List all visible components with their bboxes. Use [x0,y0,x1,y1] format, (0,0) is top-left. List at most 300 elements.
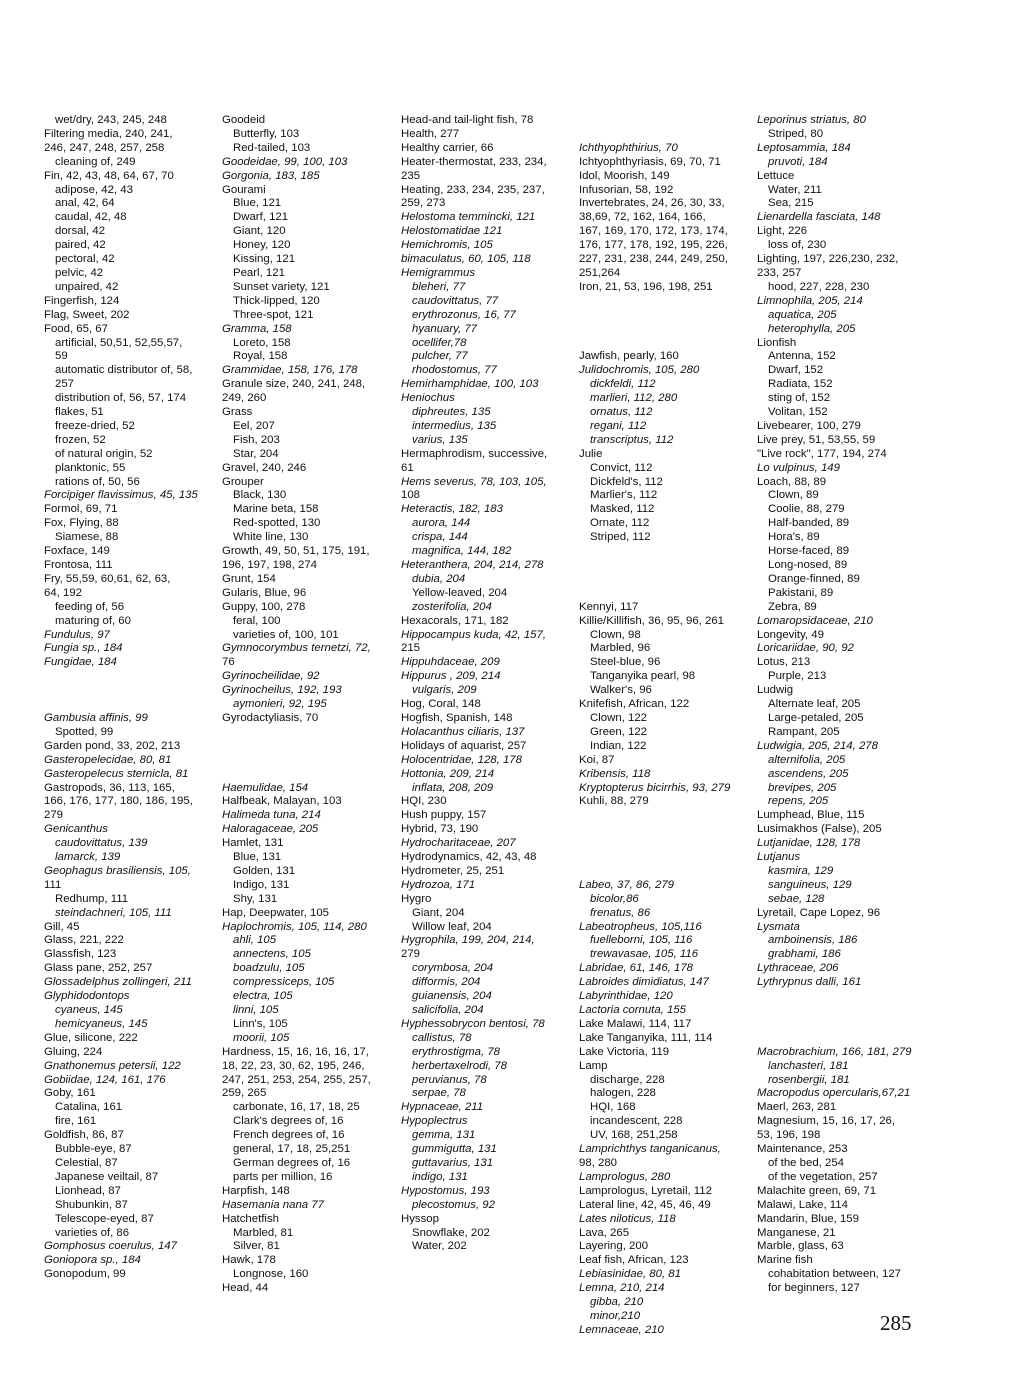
index-entry: Walker's, 96 [590,684,652,697]
index-entry: boadzulu, 105 [233,962,305,975]
index-entry: Loach, 88, 89 [757,475,827,488]
index-entry: intermedius, 135 [412,419,497,432]
index-entry: aurora, 144 [412,517,471,530]
index-entry: linni, 105 [233,1004,279,1016]
index-entry: of the bed, 254 [768,1156,845,1169]
index-entry: Dwarf, 152 [768,364,824,377]
index-entry: 259, 265 [222,1087,267,1100]
index-entry: Fundulus, 97 [44,628,110,641]
index-entry: zosterifolia, 204 [412,600,492,613]
index-entry: German degrees of, 16 [233,1156,351,1169]
index-entry: erythrostigma, 78 [412,1045,500,1058]
index-entry: Haplochromis, 105, 114, 280 [222,920,367,933]
index-entry: Yellow-leaved, 204 [412,586,508,599]
index-entry: Garden pond, 33, 202, 213 [44,739,181,752]
index-entry: hood, 227, 228, 230 [768,280,870,293]
index-entry: regani, 112 [590,419,647,432]
index-spacer [579,587,751,601]
index-entry: heterophylla, 205 [768,322,856,335]
index-entry: Julie [579,447,603,460]
index-entry: erythrozonus, 16, 77 [412,308,516,321]
index-entry: of natural origin, 52 [55,447,153,460]
index-entry: guianensis, 204 [412,990,492,1003]
index-entry: of the vegetation, 257 [768,1170,878,1183]
index-entry: Goodeid [222,114,266,126]
index-entry: Lava, 265 [579,1226,630,1239]
index-entry: Gourami [222,183,266,196]
index-entry: Hygrophila, 199, 204, 214, [401,934,535,947]
index-entry: Lake Victoria, 119 [579,1045,670,1058]
index-entry: Lutjanidae, 128, 178 [757,837,861,850]
index-entry: Fingerfish, 124 [44,294,120,307]
index-entry: Alternate leaf, 205 [768,698,861,711]
index-entry: Layering, 200 [579,1240,649,1253]
index-entry: Light, 226 [757,225,808,238]
index-entry: pectoral, 42 [55,253,115,266]
index-entry: Three-spot, 121 [233,308,314,321]
index-entry: Foxface, 149 [44,545,110,558]
index-spacer [579,559,751,573]
index-entry: Ornate, 112 [590,517,650,530]
index-entry: amboinensis, 186 [768,934,858,947]
index-entry: Large-petaled, 205 [768,711,864,724]
index-entry: Giant, 204 [412,906,465,919]
index-entry: Malawi, Lake, 114 [757,1198,848,1211]
index-entry: Filtering media, 240, 241, [44,127,173,140]
index-entry: Health, 277 [401,127,460,140]
index-entry: "Live rock", 177, 194, 274 [757,447,887,460]
index-entry: moorii, 105 [233,1031,290,1044]
index-entry: Macropodus opercularis,67,21 [757,1087,911,1100]
index-entry: Catalina, 161 [55,1101,123,1114]
index-entry: Lysmata [757,920,800,933]
index-entry: Hydrozoa, 171 [401,878,476,891]
index-entry: Long-nosed, 89 [768,559,848,571]
index-entry: Manganese, 21 [757,1226,836,1239]
index-entry: electra, 105 [233,990,293,1003]
index-entry: diphreutes, 135 [412,406,491,419]
index-entry: discharge, 228 [590,1073,665,1086]
index-entry: Purple, 213 [768,670,827,683]
index-entry: Red-spotted, 130 [233,517,321,530]
index-entry: Food, 65, 67 [44,322,108,335]
index-entry: 166, 176, 177, 180, 186, 195, [44,795,193,808]
index-entry: Geophagus brasiliensis, 105, [44,864,191,877]
index-column-5 [757,114,929,1296]
index-entry: Loricariidae, 90, 92 [757,642,854,655]
index-entry: Shubunkin, 87 [55,1198,128,1211]
index-entry: Flag, Sweet, 202 [44,308,130,321]
index-entry: Labeo, 37, 86, 279 [579,878,675,891]
index-entry: 38,69, 72, 162, 164, 166, [579,211,706,224]
index-entry: Limnophila, 205, 214 [757,294,863,307]
index-entry: Radiata, 152 [768,378,833,391]
index-spacer [579,851,751,865]
index-entry: Gambusia affinis, 99 [44,711,148,724]
index-entry: Gomphosus coerulus, 147 [44,1240,177,1253]
index-entry: Hypostomus, 193 [401,1184,490,1197]
index-entry: Water, 211 [768,183,822,196]
index-entry: Kissing, 121 [233,253,296,266]
index-entry: aymonieri, 92, 195 [233,698,327,711]
index-entry: Hydrodynamics, 42, 43, 48 [401,851,537,864]
index-entry: 196, 197, 198, 274 [222,559,318,571]
index-entry: 61 [401,461,414,474]
index-entry: Fry, 55,59, 60,61, 62, 63, [44,572,171,585]
index-entry: adipose, 42, 43 [55,183,133,196]
index-entry: Coolie, 88, 279 [768,503,845,516]
index-entry: hemicyaneus, 145 [55,1017,148,1030]
index-entry: Lythraceae, 206 [757,962,839,975]
index-entry: Celestial, 87 [55,1156,118,1169]
index-entry: Holacanthus ciliaris, 137 [401,725,525,738]
index-entry: aquatica, 205 [768,308,837,321]
index-entry: Lateral line, 42, 45, 46, 49 [579,1198,711,1211]
index-entry: Gorgonia, 183, 185 [222,169,320,182]
index-entry: Spotted, 99 [55,725,114,738]
index-entry: compressiceps, 105 [233,976,335,989]
index-spacer [579,837,751,851]
index-entry: caudal, 42, 48 [55,211,127,224]
index-entry: Granule size, 240, 241, 248, [222,378,366,391]
index-entry: varieties of, 86 [55,1226,130,1239]
index-entry: Clark's degrees of, 16 [233,1115,344,1128]
index-entry: Lebiasinidae, 80, 81 [579,1268,681,1281]
index-spacer [222,754,394,768]
index-entry: maturing of, 60 [55,614,131,627]
index-entry: Star, 204 [233,447,279,460]
index-entry: Japanese veiltail, 87 [55,1170,159,1183]
index-entry: 249, 260 [222,392,267,405]
index-entry: Ichtyophthyriasis, 69, 70, 71 [579,155,721,168]
index-entry: Pakistani, 89 [768,586,834,599]
index-entry: Heteranthera, 204, 214, 278 [401,559,544,571]
index-entry: Genicanthus [44,823,108,836]
index-entry: Magnesium, 15, 16, 17, 26, [757,1115,896,1128]
index-entry: inflata, 208, 209 [412,781,494,794]
index-column-4 [579,114,751,1338]
index-entry: parts per million, 16 [233,1170,333,1183]
index-entry: 59 [55,350,68,363]
index-entry: 246, 247, 248, 257, 258 [44,141,165,154]
index-entry: minor,210 [590,1309,641,1322]
index-spacer [579,573,751,587]
index-entry: cohabitation between, 127 [768,1268,901,1281]
index-entry: pelvic, 42 [55,266,104,279]
index-entry: Gramma, 158 [222,322,292,335]
index-entry: Hyphessobrycon bentosi, 78 [401,1017,545,1030]
index-entry: Lates niloticus, 118 [579,1212,676,1225]
index-entry: HQI, 230 [401,795,447,808]
index-entry: Lumphead, Blue, 115 [757,809,865,822]
index-entry: Eel, 207 [233,419,275,432]
index-entry: for beginners, 127 [768,1282,860,1295]
index-entry: 227, 231, 238, 244, 249, 250, [579,253,728,266]
index-entry: pulcher, 77 [412,350,468,363]
index-spacer [579,809,751,823]
index-entry: Antenna, 152 [768,350,836,363]
index-entry: corymbosa, 204 [412,962,494,975]
index-entry: alternifolia, 205 [768,753,846,766]
index-entry: Growth, 49, 50, 51, 175, 191, [222,545,370,558]
index-entry: Lutjanus [757,851,801,864]
index-entry: Hydrocharitaceae, 207 [401,837,516,850]
index-entry: Julidochromis, 105, 280 [579,364,700,377]
index-entry: Hap, Deepwater, 105 [222,906,330,919]
index-entry: Glassfish, 123 [44,948,117,961]
index-entry: Lyretail, Cape Lopez, 96 [757,906,881,919]
index-entry: Gyrodactyliasis, 70 [222,711,319,724]
index-entry: Clown, 98 [590,628,641,641]
index-entry: Hogfish, Spanish, 148 [401,711,513,724]
index-entry: Giant, 120 [233,225,286,238]
index-entry: Hypnaceae, 211 [401,1101,484,1114]
index-entry: Lemna, 210, 214 [579,1282,665,1295]
index-entry: Telescope-eyed, 87 [55,1212,154,1225]
index-entry: varieties of, 100, 101 [233,628,339,641]
index-entry: Fungia sp., 184 [44,642,123,655]
index-entry: plecostomus, 92 [412,1198,495,1211]
index-entry: Kuhli, 88, 279 [579,795,649,808]
index-spacer [579,865,751,879]
index-entry: repens, 205 [768,795,829,808]
index-entry: bimaculatus, 60, 105, 118 [401,253,531,266]
index-entry: 98, 280 [579,1156,618,1169]
index-entry: marlieri, 112, 280 [590,392,678,405]
index-entry: steindachneri, 105, 111 [55,906,172,919]
index-spacer [222,740,394,754]
index-entry: pruvoti, 184 [768,155,828,168]
index-entry: Horse-faced, 89 [768,545,850,558]
index-entry: brevipes, 205 [768,781,837,794]
index-entry: Fin, 42, 43, 48, 64, 67, 70 [44,169,174,182]
index-entry: ascendens, 205 [768,767,849,780]
index-entry: cleaning of, 249 [55,155,136,168]
index-entry: 235 [401,169,421,182]
index-entry: Linn's, 105 [233,1017,288,1030]
index-spacer [579,823,751,837]
index-entry: sebae, 128 [768,892,825,905]
index-entry: carbonate, 16, 17, 18, 25 [233,1101,360,1114]
index-entry: 257 [55,378,75,391]
index-entry: cyaneus, 145 [55,1004,123,1016]
index-entry: wet/dry, 243, 245, 248 [55,114,167,126]
index-entry: Lake Malawi, 114, 117 [579,1017,692,1030]
index-spacer [44,698,216,712]
index-entry: White line, 130 [233,531,309,544]
index-entry: Leptosammia, 184 [757,141,851,154]
index-entry: Dickfeld's, 112 [590,475,663,488]
index-entry: Clown, 122 [590,711,647,724]
index-entry: varius, 135 [412,433,468,446]
index-spacer [757,1018,929,1032]
index-column-2 [222,114,394,1296]
index-entry: magnifica, 144, 182 [412,545,512,558]
index-entry: Macrobrachium, 166, 181, 279 [757,1045,912,1058]
index-entry: halogen, 228 [590,1087,656,1100]
index-entry: Gyrinocheilidae, 92 [222,670,320,683]
index-entry: sanguineus, 129 [768,878,852,891]
index-entry: ahli, 105 [233,934,277,947]
index-entry: incandescent, 228 [590,1115,683,1128]
index-entry: Halfbeak, Malayan, 103 [222,795,342,808]
index-entry: dickfeldi, 112 [590,378,656,391]
index-entry: Marine beta, 158 [233,503,319,516]
index-entry: sting of, 152 [768,392,831,405]
index-entry: Lactoria cornuta, 155 [579,1004,687,1016]
index-entry: 167, 169, 170, 172, 173, 174, [579,225,728,238]
index-entry: Koi, 87 [579,753,615,766]
index-entry: Lionhead, 87 [55,1184,121,1197]
index-entry: automatic distributor of, 58, [55,364,193,377]
index-entry: indigo, 131 [412,1170,468,1183]
index-entry: Lamp [579,1059,608,1072]
index-entry: Lamprologus, Lyretail, 112 [579,1184,712,1197]
index-entry: grabhami, 186 [768,948,841,961]
index-entry: 279 [401,948,421,961]
index-spacer [757,1032,929,1046]
index-entry: Halimeda tuna, 214 [222,809,321,822]
index-entry: Grunt, 154 [222,572,276,585]
index-entry: Siamese, 88 [55,531,119,544]
index-entry: Maerl, 263, 281 [757,1101,837,1114]
index-column-3 [401,114,573,1254]
index-entry: Glue, silicone, 222 [44,1031,138,1044]
index-entry: Holocentridae, 128, 178 [401,753,522,766]
index-entry: Malachite green, 69, 71 [757,1184,877,1197]
index-entry: French degrees of, 16 [233,1129,345,1142]
index-spacer [579,323,751,337]
index-entry: Gravel, 240, 246 [222,461,307,474]
index-entry: Hottonia, 209, 214 [401,767,495,780]
index-entry: Ichthyophthirius, 70 [579,141,678,154]
index-entry: Zebra, 89 [768,600,817,613]
index-entry: Lighting, 197, 226,230, 232, [757,253,899,266]
index-entry: paired, 42 [55,239,106,252]
index-entry: Lythrypnus dalli, 161 [757,976,862,989]
index-entry: Gyrinocheilus, 192, 193 [222,684,342,697]
index-entry: Goodeidae, 99, 100, 103 [222,155,348,168]
index-entry: UV, 168, 251,258 [590,1129,678,1142]
index-entry: gibba, 210 [590,1296,644,1309]
index-entry: Hippurus , 209, 214 [401,670,501,683]
index-entry: ocellifer,78 [412,336,467,349]
index-entry: Hasemania nana 77 [222,1198,324,1211]
index-entry: 215 [401,642,421,655]
index-spacer [579,545,751,559]
index-entry: HQI, 168 [590,1101,636,1114]
index-entry: Infusorian, 58, 192 [579,183,674,196]
index-entry: Iron, 21, 53, 196, 198, 251 [579,280,713,293]
index-entry: flakes, 51 [55,406,104,419]
index-entry: Marlier's, 112 [590,489,658,502]
index-entry: Rampant, 205 [768,725,840,738]
index-entry: Goby, 161 [44,1087,96,1100]
index-entry: bicolor,86 [590,892,639,905]
index-entry: Lionfish [757,336,797,349]
index-entry: Labroides dimidiatus, 147 [579,976,709,989]
index-entry: Hems severus, 78, 103, 105, [401,475,547,488]
index-entry: Gill, 45 [44,920,80,933]
index-entry: transcriptus, 112 [590,433,674,446]
index-entry: dubia, 204 [412,572,466,585]
index-entry: Gastropods, 36, 113, 165, [44,781,175,794]
index-entry: 18, 22, 23, 30, 62, 195, 246, [222,1059,365,1072]
index-spacer [579,337,751,351]
index-entry: 259, 273 [401,197,446,210]
index-entry: 279 [44,809,64,822]
index-entry: Lamprologus, 280 [579,1170,671,1183]
index-entry: Hawk, 178 [222,1254,276,1267]
index-spacer [757,1004,929,1018]
index-entry: Helostomatidae 121 [401,225,503,238]
index-entry: bleheri, 77 [412,280,466,293]
index-entry: lanchasteri, 181 [768,1059,849,1072]
index-entry: Redhump, 111 [55,892,129,905]
index-entry: Hippuhdaceae, 209 [401,656,500,669]
index-entry: trewavasae, 105, 116 [590,948,699,961]
index-entry: kasmira, 129 [768,864,834,877]
index-entry: Hybrid, 73, 190 [401,823,479,836]
index-entry: Clown, 89 [768,489,819,502]
index-entry: Forcipiger flavissimus, 45, 135 [44,489,198,502]
index-spacer [44,670,216,684]
index-entry: Volitan, 152 [768,406,828,419]
index-entry: Golden, 131 [233,864,296,877]
index-entry: caudovittatus, 139 [55,837,148,850]
index-entry: unpaired, 42 [55,280,119,293]
index-entry: Ludwig [757,684,794,697]
index-entry: guttavarius, 131 [412,1156,494,1169]
index-entry: Blue, 121 [233,197,282,210]
index-entry: Glyphidodontops [44,990,130,1003]
index-entry: Fish, 203 [233,433,280,446]
index-entry: Knifefish, African, 122 [579,698,690,711]
index-entry: Haloragaceae, 205 [222,823,319,836]
index-spacer [44,684,216,698]
index-entry: Frontosa, 111 [44,559,113,571]
index-entry: Black, 130 [233,489,287,502]
index-entry: 111 [44,878,62,891]
index-entry: Glass pane, 252, 257 [44,962,153,975]
index-entry: Convict, 112 [590,461,653,474]
index-spacer [757,990,929,1004]
index-entry: Labeotropheus, 105,116 [579,920,702,933]
index-entry: Kennyi, 117 [579,600,639,613]
index-entry: Holidays of aquarist, 257 [401,739,527,752]
index-entry: Honey, 120 [233,239,291,252]
index-entry: anal, 42, 64 [55,197,115,210]
index-entry: Lusimakhos (False), 205 [757,823,882,836]
index-entry: Half-banded, 89 [768,517,850,530]
index-spacer [579,295,751,309]
index-entry: Gluing, 224 [44,1045,103,1058]
index-spacer [579,128,751,142]
index-entry: Lemnaceae, 210 [579,1323,664,1336]
index-entry: loss of, 230 [768,239,827,252]
index-entry: Striped, 112 [590,531,651,544]
index-entry: Indigo, 131 [233,878,290,891]
index-entry: Labridae, 61, 146, 178 [579,962,694,975]
index-entry: gemma, 131 [412,1129,476,1142]
index-entry: Fungidae, 184 [44,656,117,669]
index-entry: Lomaropsidaceae, 210 [757,614,873,627]
index-entry: Tanganyika pearl, 98 [590,670,696,683]
index-entry: fuelleborni, 105, 116 [590,934,693,947]
index-entry: Jawfish, pearly, 160 [579,350,679,363]
index-entry: ornatus, 112 [590,406,653,419]
index-entry: rosenbergii, 181 [768,1073,850,1086]
